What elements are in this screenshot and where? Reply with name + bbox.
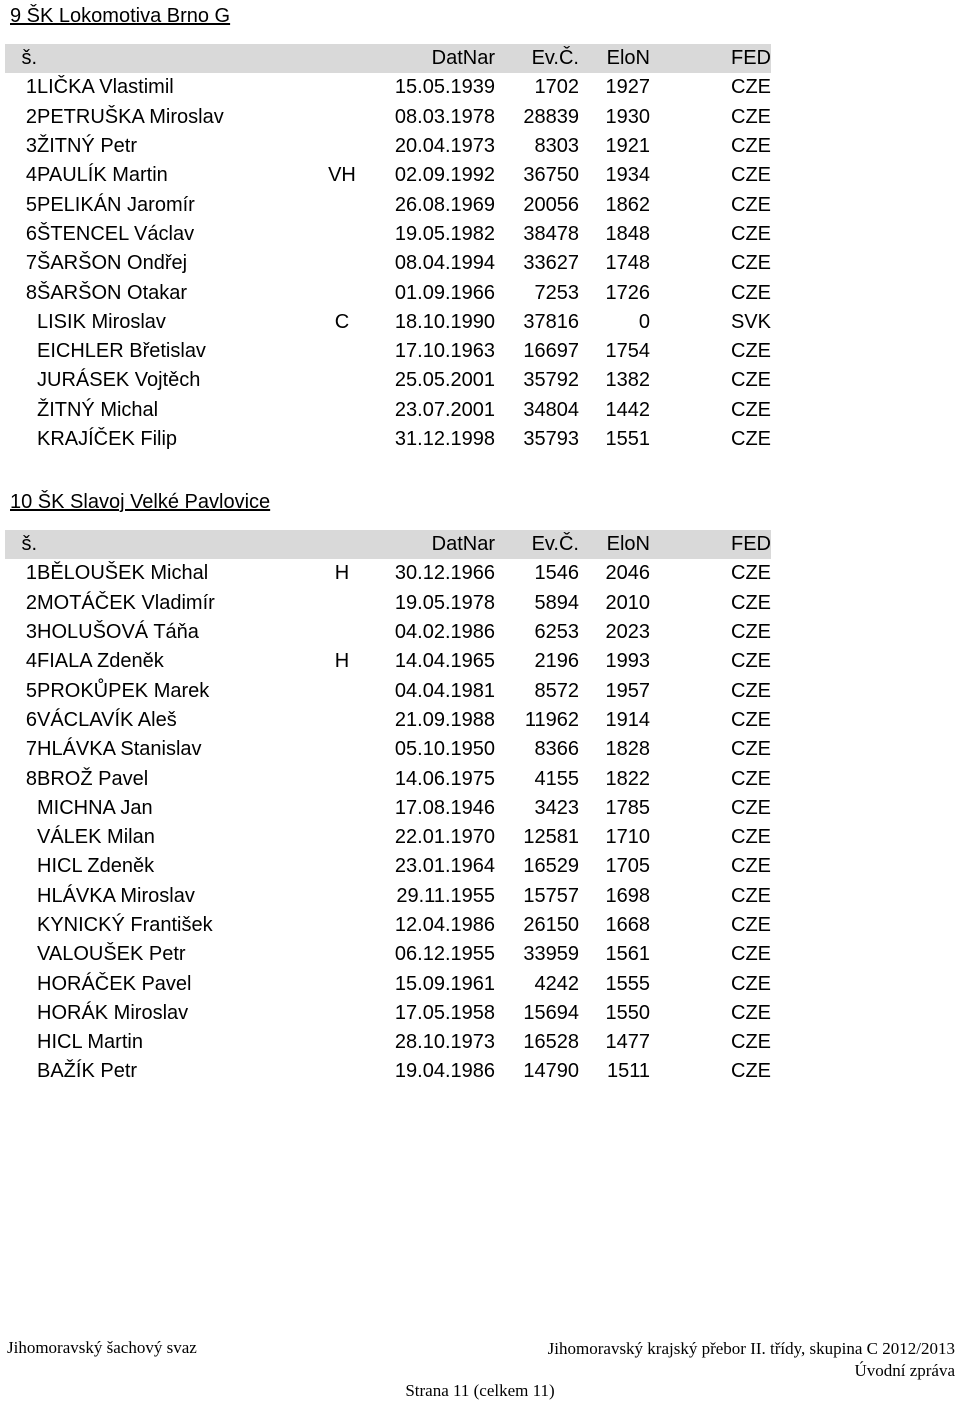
- player-rank: 4: [25, 650, 37, 673]
- player-rank: 7: [25, 738, 37, 761]
- table-row: [5, 1057, 771, 1086]
- player-birthdate: 29.11.1955: [396, 884, 495, 907]
- player-rank: [5, 969, 37, 998]
- player-title: [307, 676, 377, 705]
- player-birthdate: 05.10.1950: [394, 738, 495, 761]
- header-reg-number: Ev.Č.: [531, 47, 579, 70]
- player-elo: 1698: [605, 884, 650, 907]
- player-rank: [5, 1057, 37, 1086]
- player-birthdate: 25.05.2001: [394, 369, 495, 392]
- table-row: [5, 589, 771, 618]
- player-federation: CZE: [731, 738, 771, 761]
- player-elo: 2046: [605, 562, 650, 585]
- player-name: KYNICKÝ František: [37, 914, 213, 936]
- player-elo: 1555: [605, 972, 650, 995]
- player-name: MOTÁČEK Vladimír: [37, 591, 215, 614]
- player-reg-number: 33627: [523, 252, 579, 275]
- player-reg-number: 12581: [523, 826, 579, 849]
- player-elo: 0: [638, 310, 650, 333]
- player-elo: 1754: [605, 340, 650, 363]
- player-elo: 1822: [605, 767, 650, 790]
- player-name: JURÁSEK Vojtěch: [37, 369, 201, 392]
- table-row: [5, 735, 771, 764]
- player-title: [307, 940, 377, 969]
- player-birthdate: 04.02.1986: [394, 621, 495, 644]
- player-reg-number: 16528: [523, 1031, 579, 1054]
- player-elo: 1934: [605, 164, 650, 187]
- table-row: [5, 706, 771, 735]
- player-rank: 5: [25, 193, 37, 216]
- player-rank: 1: [25, 76, 37, 99]
- player-birthdate: 02.09.1992: [394, 164, 495, 187]
- player-rank: [5, 366, 37, 395]
- player-reg-number: 1546: [534, 562, 579, 585]
- player-reg-number: 8303: [534, 135, 579, 158]
- header-elo: EloN: [606, 533, 650, 556]
- player-elo: 1848: [605, 222, 650, 245]
- player-title: [307, 278, 377, 307]
- player-title: [307, 706, 377, 735]
- player-rank: 8: [25, 281, 37, 304]
- player-elo: 1993: [605, 650, 650, 673]
- player-reg-number: 35792: [523, 369, 579, 392]
- table-row: [5, 190, 771, 219]
- player-elo: 1705: [605, 855, 650, 878]
- player-reg-number: 38478: [523, 222, 579, 245]
- player-elo: 1726: [605, 281, 650, 304]
- player-elo: 1828: [605, 738, 650, 761]
- player-elo: 1668: [605, 914, 650, 936]
- player-title: [307, 73, 377, 102]
- player-federation: CZE: [731, 914, 771, 936]
- player-birthdate: 17.10.1963: [394, 340, 495, 363]
- table-row: [5, 852, 771, 881]
- player-rank: 3: [25, 621, 37, 644]
- player-federation: CZE: [731, 281, 771, 304]
- player-name: HOLUŠOVÁ Táňa: [37, 621, 199, 644]
- player-elo: 1561: [605, 943, 650, 966]
- table-row: [5, 882, 771, 911]
- player-title: [307, 1057, 377, 1086]
- header-name: [37, 44, 307, 73]
- player-elo: 1930: [605, 105, 650, 128]
- team-title: 9 ŠK Lokomotiva Brno G: [10, 5, 231, 27]
- player-elo: 1785: [605, 796, 650, 819]
- player-federation: CZE: [731, 679, 771, 702]
- player-reg-number: 6253: [534, 621, 579, 644]
- player-birthdate: 23.01.1964: [394, 855, 495, 878]
- table-row: [5, 337, 771, 366]
- player-title: [307, 396, 377, 425]
- player-birthdate: 30.12.1966: [394, 562, 495, 585]
- player-name: BROŽ Pavel: [37, 767, 149, 790]
- player-elo: 1511: [606, 1060, 650, 1083]
- team-roster-table: [5, 530, 771, 1087]
- player-federation: CZE: [731, 428, 771, 450]
- player-title: [307, 425, 377, 454]
- player-birthdate: 08.03.1978: [394, 105, 495, 128]
- player-name: EICHLER Břetislav: [37, 340, 206, 363]
- player-elo: 1550: [605, 1001, 650, 1024]
- player-federation: CZE: [731, 650, 771, 673]
- team-title: 10 ŠK Slavoj Velké Pavlovice: [10, 491, 271, 513]
- player-title: [307, 366, 377, 395]
- player-title: [307, 823, 377, 852]
- player-name: BĚLOUŠEK Michal: [37, 562, 209, 585]
- player-elo: 1862: [605, 193, 650, 216]
- player-name: PAULÍK Martin: [37, 164, 168, 187]
- player-reg-number: 20056: [523, 193, 579, 216]
- player-elo: 2010: [605, 591, 650, 614]
- player-title: [307, 794, 377, 823]
- player-elo: 1382: [605, 369, 650, 392]
- player-title: [307, 999, 377, 1028]
- player-elo: 2023: [605, 621, 650, 644]
- header-federation: FED: [731, 47, 771, 70]
- player-rank: [5, 940, 37, 969]
- player-birthdate: 28.10.1973: [394, 1031, 495, 1054]
- player-rank: [5, 999, 37, 1028]
- player-federation: CZE: [731, 1001, 771, 1024]
- player-rank: [5, 337, 37, 366]
- player-title: [307, 190, 377, 219]
- table-row: [5, 366, 771, 395]
- player-rank: 4: [25, 164, 37, 187]
- player-rank: 5: [25, 679, 37, 702]
- player-elo: 1551: [605, 428, 650, 450]
- table-row: [5, 103, 771, 132]
- player-birthdate: 08.04.1994: [394, 252, 495, 275]
- table-row: [5, 161, 771, 190]
- header-federation: FED: [731, 533, 771, 556]
- player-federation: CZE: [731, 252, 771, 275]
- player-reg-number: 4155: [534, 767, 579, 790]
- player-reg-number: 16529: [523, 855, 579, 878]
- player-federation: CZE: [731, 826, 771, 849]
- player-birthdate: 18.10.1990: [394, 310, 495, 333]
- player-birthdate: 21.09.1988: [394, 708, 495, 731]
- player-title: [307, 1028, 377, 1057]
- player-reg-number: 4242: [534, 972, 579, 995]
- player-federation: CZE: [731, 76, 771, 99]
- player-elo: 1710: [605, 826, 650, 849]
- player-title: [307, 969, 377, 998]
- player-birthdate: 12.04.1986: [394, 914, 495, 936]
- player-name: VÁLEK Milan: [37, 826, 155, 849]
- player-name: VÁCLAVÍK Aleš: [37, 708, 177, 731]
- footer-competition: [548, 1338, 955, 1382]
- player-reg-number: 16697: [523, 340, 579, 363]
- header-title: [307, 44, 377, 73]
- player-federation: CZE: [731, 222, 771, 245]
- player-elo: 1957: [605, 679, 650, 702]
- player-reg-number: 8572: [534, 679, 579, 702]
- header-elo: EloN: [606, 47, 650, 70]
- player-title: [307, 882, 377, 911]
- player-title: [307, 618, 377, 647]
- player-birthdate: 06.12.1955: [394, 943, 495, 966]
- player-title: [307, 852, 377, 881]
- player-rank: [5, 425, 37, 454]
- player-elo: 1921: [605, 135, 650, 158]
- player-reg-number: 8366: [534, 738, 579, 761]
- player-title: [307, 589, 377, 618]
- player-title: [307, 337, 377, 366]
- player-name: HORÁK Miroslav: [37, 1001, 189, 1024]
- player-reg-number: 14790: [523, 1060, 579, 1083]
- player-rank: [5, 396, 37, 425]
- table-row: [5, 308, 771, 337]
- player-reg-number: 37816: [523, 310, 579, 333]
- player-reg-number: 7253: [534, 281, 579, 304]
- player-name: BAŽÍK Petr: [37, 1060, 138, 1083]
- player-federation: SVK: [730, 310, 771, 333]
- player-elo: 1914: [605, 708, 650, 731]
- player-federation: CZE: [731, 1060, 771, 1083]
- footer-page-number: Strana 11 (celkem 11): [405, 1381, 555, 1400]
- player-federation: CZE: [731, 369, 771, 392]
- header-reg-number: Ev.Č.: [531, 533, 579, 556]
- player-birthdate: 19.04.1986: [394, 1060, 495, 1083]
- player-title: VH: [328, 164, 356, 187]
- footer-competition-name: Jihomoravský krajský přebor II. třídy, skupina C 2012/2013: [547, 1339, 955, 1358]
- player-name: HLÁVKA Miroslav: [37, 884, 195, 907]
- table-row: [5, 559, 771, 588]
- player-reg-number: 1702: [534, 76, 579, 99]
- player-federation: CZE: [731, 796, 771, 819]
- player-title: [307, 103, 377, 132]
- table-row: [5, 220, 771, 249]
- player-birthdate: 23.07.2001: [394, 398, 495, 421]
- team-roster-table: [5, 44, 771, 454]
- table-header-row: [5, 44, 771, 73]
- player-name: VALOUŠEK Petr: [37, 943, 186, 966]
- player-reg-number: 28839: [523, 105, 579, 128]
- player-reg-number: 3423: [534, 796, 579, 819]
- player-name: FIALA Zdeněk: [37, 650, 164, 673]
- player-federation: CZE: [731, 591, 771, 614]
- player-name: LISIK Miroslav: [37, 310, 166, 333]
- player-federation: CZE: [731, 621, 771, 644]
- player-birthdate: 31.12.1998: [394, 428, 495, 450]
- player-rank: [5, 852, 37, 881]
- footer-report-title: Úvodní zpráva: [854, 1361, 955, 1380]
- player-birthdate: 20.04.1973: [394, 135, 495, 158]
- player-title: [307, 735, 377, 764]
- table-row: [5, 647, 771, 676]
- player-title: [307, 220, 377, 249]
- table-row: [5, 1028, 771, 1057]
- player-reg-number: 15694: [523, 1001, 579, 1024]
- player-name: HORÁČEK Pavel: [37, 972, 192, 995]
- table-row: [5, 764, 771, 793]
- table-row: [5, 940, 771, 969]
- player-birthdate: 17.08.1946: [394, 796, 495, 819]
- table-row: [5, 911, 771, 940]
- player-name: MICHNA Jan: [37, 796, 153, 819]
- player-federation: CZE: [731, 193, 771, 216]
- player-rank: [5, 823, 37, 852]
- player-title: H: [334, 650, 350, 673]
- player-title: C: [334, 310, 350, 333]
- player-name: ŠARŠON Ondřej: [37, 252, 188, 275]
- player-name: PROKŮPEK Marek: [37, 679, 210, 702]
- player-birthdate: 15.09.1961: [394, 972, 495, 995]
- player-title: H: [334, 562, 350, 585]
- player-rank: 1: [25, 562, 37, 585]
- player-reg-number: 33959: [523, 943, 579, 966]
- player-name: HLÁVKA Stanislav: [37, 738, 202, 761]
- table-row: [5, 999, 771, 1028]
- player-birthdate: 19.05.1982: [394, 222, 495, 245]
- player-rank: 8: [25, 767, 37, 790]
- player-elo: 1442: [605, 398, 650, 421]
- player-reg-number: 15757: [523, 884, 579, 907]
- player-rank: 6: [25, 708, 37, 731]
- player-name: KRAJÍČEK Filip: [37, 428, 178, 450]
- table-row: [5, 794, 771, 823]
- player-federation: CZE: [731, 855, 771, 878]
- table-row: [5, 823, 771, 852]
- player-title: [307, 132, 377, 161]
- player-federation: CZE: [731, 562, 771, 585]
- header-title: [307, 530, 377, 559]
- player-title: [307, 764, 377, 793]
- header-no: š.: [21, 47, 37, 70]
- player-birthdate: 14.04.1965: [394, 650, 495, 673]
- player-name: HICL Martin: [37, 1031, 143, 1054]
- player-federation: CZE: [731, 884, 771, 907]
- player-rank: [5, 308, 37, 337]
- player-name: PELIKÁN Jaromír: [37, 193, 195, 216]
- table-row: [5, 132, 771, 161]
- player-federation: CZE: [731, 164, 771, 187]
- player-reg-number: 34804: [523, 398, 579, 421]
- player-federation: CZE: [731, 105, 771, 128]
- player-rank: 6: [25, 222, 37, 245]
- header-birthdate: DatNar: [431, 47, 495, 70]
- player-birthdate: 04.04.1981: [394, 679, 495, 702]
- player-birthdate: 22.01.1970: [394, 826, 495, 849]
- player-elo: 1927: [605, 76, 650, 99]
- table-row: [5, 278, 771, 307]
- player-birthdate: 14.06.1975: [394, 767, 495, 790]
- player-name: LIČKA Vlastimil: [37, 76, 174, 99]
- player-name: PETRUŠKA Miroslav: [37, 105, 224, 128]
- player-federation: CZE: [731, 943, 771, 966]
- player-birthdate: 26.08.1969: [394, 193, 495, 216]
- table-row: [5, 425, 771, 454]
- player-title: [307, 249, 377, 278]
- table-row: [5, 249, 771, 278]
- player-name: HICL Zdeněk: [37, 855, 155, 878]
- player-federation: CZE: [731, 1031, 771, 1054]
- player-birthdate: 01.09.1966: [394, 281, 495, 304]
- table-row: [5, 73, 771, 102]
- player-rank: [5, 882, 37, 911]
- player-birthdate: 19.05.1978: [394, 591, 495, 614]
- player-birthdate: 15.05.1939: [394, 76, 495, 99]
- player-name: ŠTENCEL Václav: [37, 222, 195, 245]
- player-rank: 2: [25, 105, 37, 128]
- player-reg-number: 5894: [534, 591, 579, 614]
- player-federation: CZE: [731, 340, 771, 363]
- player-rank: [5, 911, 37, 940]
- table-row: [5, 396, 771, 425]
- player-federation: CZE: [731, 708, 771, 731]
- player-reg-number: 11962: [524, 708, 579, 731]
- player-federation: CZE: [731, 135, 771, 158]
- table-header-row: [5, 530, 771, 559]
- header-name: [37, 530, 307, 559]
- player-rank: 7: [25, 252, 37, 275]
- player-rank: [5, 1028, 37, 1057]
- player-elo: 1477: [605, 1031, 650, 1054]
- header-no: š.: [21, 533, 37, 556]
- player-reg-number: 26150: [523, 914, 579, 936]
- player-name: ŽITNÝ Petr: [37, 135, 138, 158]
- player-rank: 2: [25, 591, 37, 614]
- player-name: ŽITNÝ Michal: [37, 398, 159, 421]
- table-row: [5, 969, 771, 998]
- player-reg-number: 35793: [523, 428, 579, 450]
- player-reg-number: 2196: [534, 650, 579, 673]
- player-title: [307, 911, 377, 940]
- player-federation: CZE: [731, 767, 771, 790]
- player-reg-number: 36750: [523, 164, 579, 187]
- player-elo: 1748: [605, 252, 650, 275]
- player-rank: [5, 794, 37, 823]
- player-federation: CZE: [731, 398, 771, 421]
- header-birthdate: DatNar: [431, 533, 495, 556]
- footer-organization: Jihomoravský šachový svaz: [7, 1338, 197, 1357]
- player-name: ŠARŠON Otakar: [37, 281, 188, 304]
- player-rank: 3: [25, 135, 37, 158]
- player-federation: CZE: [731, 972, 771, 995]
- player-birthdate: 17.05.1958: [394, 1001, 495, 1024]
- table-row: [5, 676, 771, 705]
- table-row: [5, 618, 771, 647]
